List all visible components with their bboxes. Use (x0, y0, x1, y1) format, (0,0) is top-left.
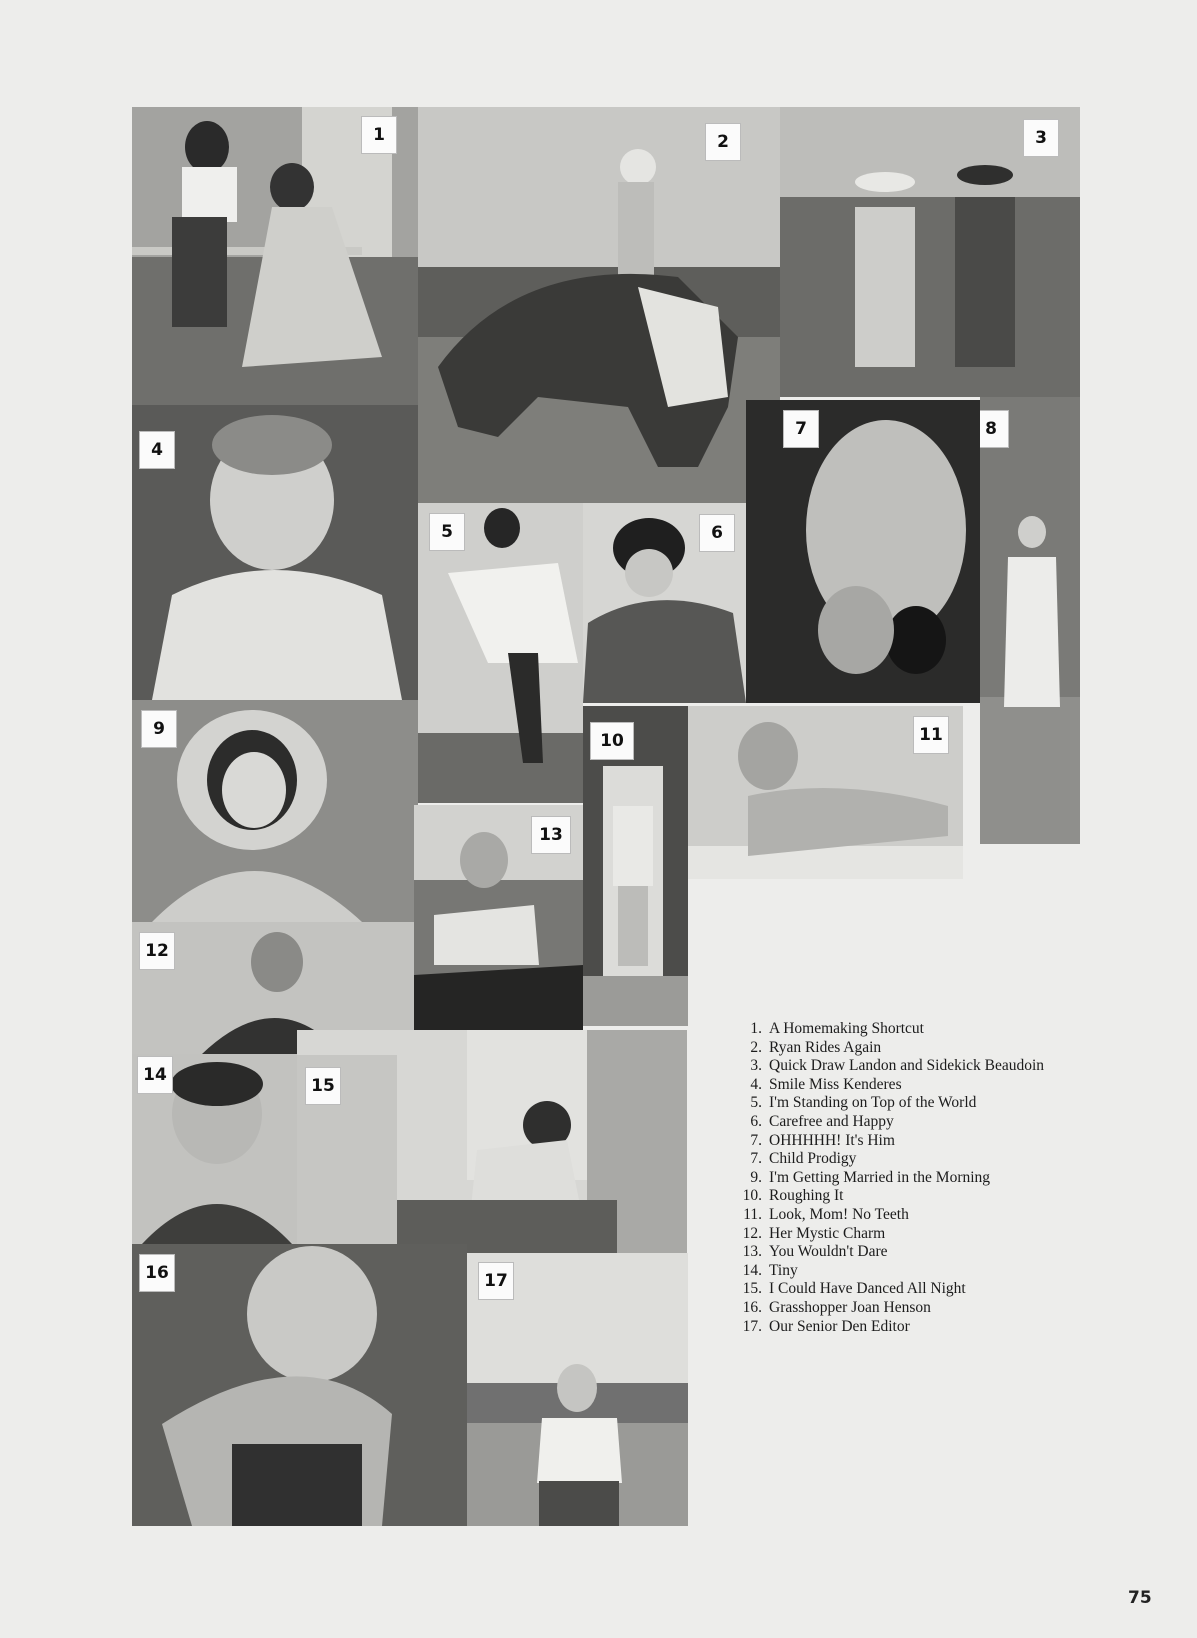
photo-15 (297, 1030, 687, 1253)
photo-number: 11 (914, 717, 948, 753)
caption-item: 3. Quick Draw Landon and Sidekick Beaudoin (750, 1057, 1045, 1075)
photo-number: 8 (980, 411, 1008, 447)
photo-2 (418, 107, 780, 503)
photo-number: 2 (706, 124, 740, 160)
photo-number: 16 (140, 1255, 174, 1291)
caption-item: 17. Our Senior Den Editor (742, 1317, 910, 1335)
photo-number: 6 (700, 515, 734, 551)
photo-16 (132, 1244, 467, 1526)
photo-number: 4 (140, 432, 174, 468)
caption-item: 11. Look, Mom! No Teeth (743, 1205, 909, 1223)
caption-item: 13. You Wouldn't Dare (742, 1243, 888, 1261)
photo-number: 14 (138, 1057, 172, 1093)
photo-7 (746, 400, 980, 703)
photo-number: 12 (140, 933, 174, 969)
photo-number: 15 (306, 1068, 340, 1104)
photo-1 (132, 107, 418, 405)
caption-item: 6. Carefree and Happy (750, 1112, 894, 1130)
caption-item: 15. I Could Have Danced All Night (742, 1280, 966, 1298)
photo-15-image (297, 1030, 687, 1253)
photo-4-image (132, 405, 418, 700)
photo-8 (980, 397, 1080, 844)
photo-7-image (746, 400, 980, 703)
photo-11 (688, 706, 963, 879)
photo-9 (132, 700, 418, 922)
photo-number: 1 (362, 117, 396, 153)
photo-10 (583, 706, 688, 1026)
caption-item: 5. I'm Standing on Top of the World (750, 1094, 977, 1112)
caption-item: 2. Ryan Rides Again (750, 1038, 882, 1056)
photo-16-image (132, 1244, 467, 1526)
photo-number: 3 (1024, 120, 1058, 156)
caption-item: 7. Child Prodigy (750, 1150, 857, 1168)
photo-4 (132, 405, 418, 700)
caption-item: 7. OHHHHH! It's Him (750, 1131, 895, 1149)
photo-5 (418, 503, 583, 803)
caption-item: 10. Roughing It (742, 1187, 844, 1205)
photo-6 (583, 503, 746, 703)
page-number: 75 (1128, 1588, 1152, 1608)
photo-17 (467, 1253, 688, 1526)
photo-number: 17 (479, 1263, 513, 1299)
photo-8-image (980, 397, 1080, 844)
photo-number: 7 (784, 411, 818, 447)
caption-item: 14. Tiny (742, 1261, 798, 1279)
caption-list (730, 1020, 1060, 1336)
caption-item: 9. I'm Getting Married in the Morning (750, 1168, 991, 1186)
photo-number: 9 (142, 711, 176, 747)
photo-14 (132, 1054, 297, 1244)
photo-number: 13 (532, 817, 570, 853)
caption-item: 16. Grasshopper Joan Henson (742, 1298, 931, 1316)
photo-number: 5 (430, 514, 464, 550)
caption-item: 1. A Homemaking Shortcut (750, 1020, 924, 1037)
photo-3 (780, 107, 1080, 397)
photo-number: 10 (591, 723, 633, 759)
caption-item: 12. Her Mystic Charm (742, 1224, 886, 1242)
photo-2-image (418, 107, 780, 503)
photo-13 (414, 805, 583, 1030)
caption-item: 4. Smile Miss Kenderes (750, 1075, 902, 1093)
